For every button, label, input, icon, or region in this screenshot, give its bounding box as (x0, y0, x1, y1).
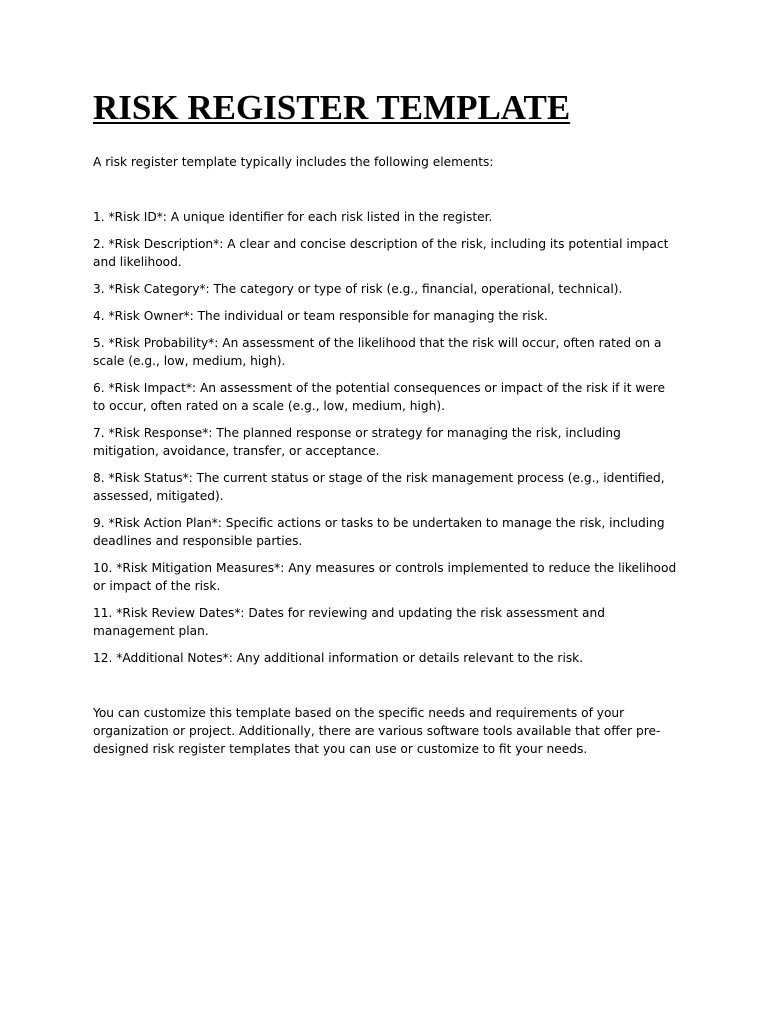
closing-paragraph: You can customize this template based on the specific needs and requirements of your organization or project. Additionally, there are various software tools available that offer pre-designed risk register templates that you can use or customize to fit your needs. (93, 706, 661, 756)
list-item: 6. *Risk Impact*: An assessment of the potential consequences or impact of the risk if it were to occur, often rated on a scale (e.g., low, medium, high). (93, 381, 666, 413)
elements-list (93, 208, 681, 667)
list-item: 5. *Risk Probability*: An assessment of the likelihood that the risk will occur, often rated on a scale (e.g., low, medium, high). (93, 336, 662, 368)
list-item: 11. *Risk Review Dates*: Dates for reviewing and updating the risk assessment and management plan. (93, 606, 605, 638)
document-body (93, 153, 681, 758)
list-item: 7. *Risk Response*: The planned response or strategy for managing the risk, including mitigation, avoidance, transfer, or acceptance. (93, 426, 621, 458)
list-item: 9. *Risk Action Plan*: Specific actions or tasks to be undertaken to manage the risk, including deadlines and responsible parties. (93, 516, 665, 548)
list-item: 1. *Risk ID*: A unique identifier for each risk listed in the register. (93, 210, 493, 224)
list-item: 3. *Risk Category*: The category or type of risk (e.g., financial, operational, technical). (93, 282, 623, 296)
list-item: 8. *Risk Status*: The current status or stage of the risk management process (e.g., identified, assessed, mitigated). (93, 471, 665, 503)
intro-paragraph: A risk register template typically includes the following elements: (93, 155, 494, 169)
list-item: 12. *Additional Notes*: Any additional information or details relevant to the risk. (93, 651, 584, 665)
list-item: 4. *Risk Owner*: The individual or team responsible for managing the risk. (93, 309, 548, 323)
list-item: 2. *Risk Description*: A clear and concise description of the risk, including its potential impact and likelihood. (93, 237, 669, 269)
list-item: 10. *Risk Mitigation Measures*: Any measures or controls implemented to reduce the likelihood or impact of the risk. (93, 561, 677, 593)
document-title: RISK REGISTER TEMPLATE (93, 88, 571, 127)
